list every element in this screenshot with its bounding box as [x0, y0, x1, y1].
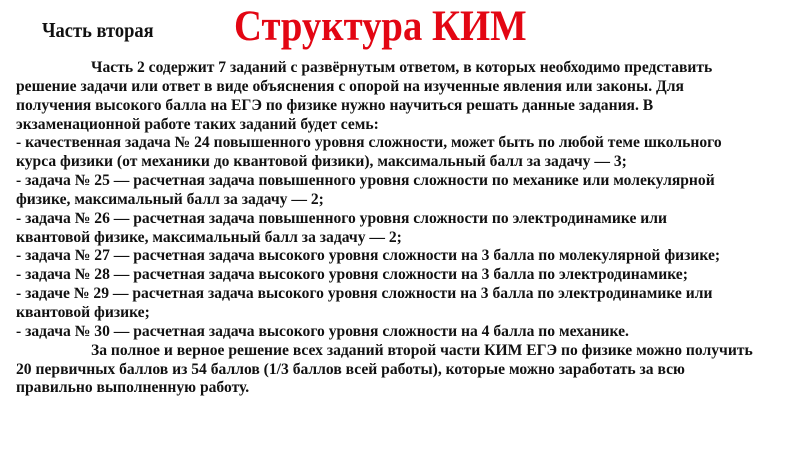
paragraph-line: правильно выполненную работу. [16, 379, 250, 397]
list-item-line: - задача № 25 — расчетная задача повышенного уровня сложности по механике или молекулярной [16, 172, 715, 190]
list-item-line: - качественная задача № 24 повышенного уровня сложности, может быть по любой теме школьного [16, 134, 722, 152]
list-item-line: квантовой физике; [16, 303, 150, 321]
slide-title: Структура КИМ [234, 3, 527, 50]
list-item-line: - задача № 26 — расчетная задача повышенного уровня сложности по электродинамике или [16, 209, 667, 227]
list-item-line: - задаче № 29 — расчетная задача высокого уровня сложности на 3 балла по электродинамике или [16, 285, 713, 303]
section-subtitle: Часть вторая [42, 18, 154, 42]
paragraph-line: 20 первичных баллов из 54 баллов (1/3 баллов всей работы), которые можно заработать за всю [16, 360, 685, 378]
paragraph-line: решение задачи или ответ в виде объяснения с опорой на изученные явления или законы. Для [16, 77, 684, 95]
paragraph-line: За полное и верное решение всех заданий второй части КИМ ЕГЭ по физике можно получить [91, 341, 753, 359]
list-item-line: квантовой физике, максимальный балл за задачу — 2; [16, 228, 402, 246]
list-item-line: физике, максимальный балл за задачу — 2; [16, 190, 324, 208]
paragraph-line: получения высокого балла на ЕГЭ по физике нужно научиться решать данные задания. В [16, 96, 654, 114]
list-item-line: - задача № 30 — расчетная задача высокого уровня сложности на 4 балла по механике. [16, 322, 629, 340]
body-text [16, 59, 796, 398]
paragraph-line: Часть 2 содержит 7 заданий с развёрнутым ответом, в которых необходимо представить [91, 59, 713, 76]
list-item-line: курса физики (от механики до квантовой физики), максимальный балл за задачу — 3; [16, 153, 627, 171]
list-item-line: - задача № 27 — расчетная задача высокого уровня сложности на 3 балла по молекулярной физике; [16, 247, 721, 265]
paragraph-line: экзаменационной работе таких заданий будет семь: [16, 115, 379, 133]
list-item-line: - задача № 28 — расчетная задача высокого уровня сложности на 3 балла по электродинамике; [16, 266, 688, 284]
